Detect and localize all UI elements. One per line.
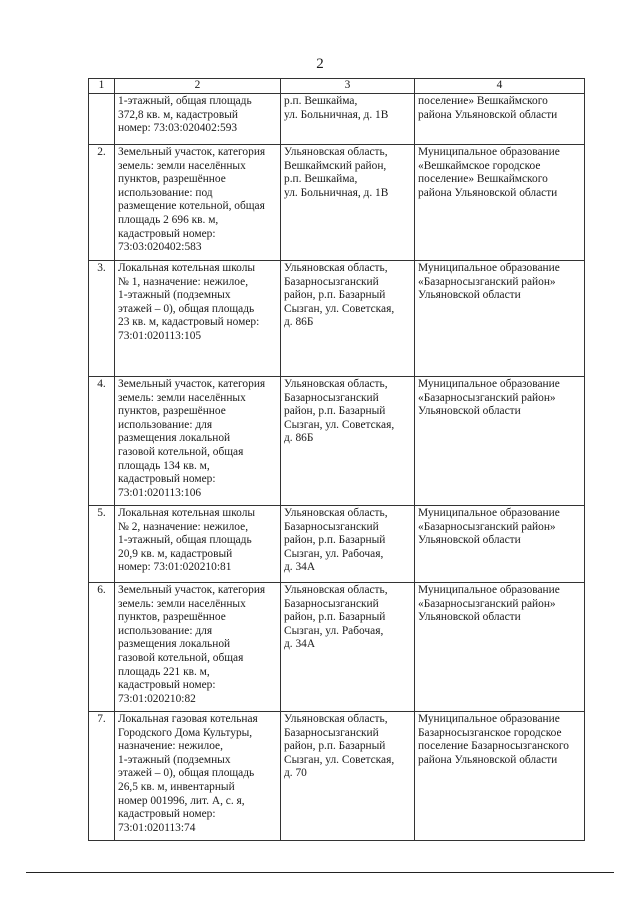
cell-text-line: Базарносызганский	[284, 275, 379, 288]
header-col-3: 3	[281, 79, 415, 94]
owner-cell	[415, 145, 585, 261]
cell-text-line: использование: под	[118, 186, 213, 199]
table-row	[89, 712, 585, 841]
cell-text-line: Базарносызганский	[284, 726, 379, 739]
cell-text-line: Ульяновская область,	[284, 507, 388, 519]
cell-text-line: 73:01:020113:106	[118, 486, 202, 499]
cell-text-line: Ульяновская область,	[284, 146, 388, 158]
cell-text-line: «Вешкаймское городское	[418, 159, 541, 172]
cell-text-line: кадастровый номер:	[118, 227, 216, 240]
cell-text-line: Сызган, ул. Советская,	[284, 753, 395, 766]
cell-text-line: поселение» Вешкаймского	[418, 95, 548, 107]
cell-text-line: газовой котельной, общая	[118, 651, 244, 664]
cell-text-line: газовой котельной, общая	[118, 445, 244, 458]
object-description-cell	[115, 506, 281, 583]
cell-text-line: район, р.п. Базарный	[284, 740, 386, 753]
cell-text-line: назначение: нежилое,	[118, 740, 223, 753]
cell-text-line: д. 70	[284, 767, 307, 780]
cell-text-line: Сызган, ул. Советская,	[284, 418, 395, 431]
header-col-2: 2	[115, 79, 281, 94]
cell-text-line: земель: земли населённых	[118, 391, 246, 404]
cell-text-line: Муниципальное образование	[418, 713, 560, 725]
cell-text-line: район, р.п. Базарный	[284, 611, 386, 624]
row-number-cell: 4.	[89, 377, 115, 506]
table-row	[89, 506, 585, 583]
cell-text-line: использование: для	[118, 418, 213, 431]
cell-text-line: Ульяновская область,	[284, 584, 388, 596]
object-description-cell	[115, 94, 281, 145]
cell-text-line: р.п. Вешкайма,	[284, 173, 358, 186]
page-number: 2	[316, 56, 324, 72]
cell-text-line: район, р.п. Базарный	[284, 289, 386, 302]
cell-text-line: д. 34А	[284, 561, 316, 574]
address-cell	[281, 712, 415, 841]
cell-text-line: 73:03:020402:583	[118, 241, 202, 254]
table-header-row	[89, 79, 585, 94]
cell-text-line: размещение котельной, общая	[118, 200, 265, 213]
cell-text-line: Ульяновская область,	[284, 713, 388, 725]
cell-text-line: Локальная котельная школы	[118, 507, 256, 519]
address-cell	[281, 94, 415, 145]
row-number-cell: 3.	[89, 261, 115, 377]
owner-cell	[415, 377, 585, 506]
cell-text-line: 372,8 кв. м, кадастровый	[118, 108, 238, 121]
cell-text-line: номер: 73:03:020402:593	[118, 122, 238, 135]
owner-cell	[415, 94, 585, 145]
cell-text-line: Муниципальное образование	[418, 584, 560, 596]
address-cell	[281, 261, 415, 377]
object-description-cell	[115, 583, 281, 712]
cell-text-line: Муниципальное образование	[418, 378, 560, 390]
footer-divider	[26, 872, 614, 873]
cell-text-line: Муниципальное образование	[418, 262, 560, 274]
cell-text-line: район, р.п. Базарный	[284, 534, 386, 547]
cell-text-line: 1-этажный, общая площадь	[118, 534, 252, 547]
table-row	[89, 261, 585, 377]
cell-text-line: 73:01:020210:82	[118, 692, 196, 705]
cell-text-line: Муниципальное образование	[418, 146, 560, 158]
cell-text-line: «Базарносызганский район»	[418, 597, 556, 610]
cell-text-line: 1-этажный (подземных	[118, 289, 231, 302]
cell-text-line: Ульяновской области	[418, 534, 521, 547]
cell-text-line: Ульяновская область,	[284, 378, 388, 390]
cell-text-line: 1-этажный (подземных	[118, 753, 231, 766]
cell-text-line: площадь 2 696 кв. м,	[118, 213, 219, 226]
row-number-cell: 2.	[89, 145, 115, 261]
cell-text-line: этажей – 0), общая площадь	[118, 767, 255, 780]
cell-text-line: Городского Дома Культуры,	[118, 726, 253, 739]
address-cell	[281, 583, 415, 712]
object-description-cell	[115, 145, 281, 261]
owner-cell	[415, 583, 585, 712]
owner-cell	[415, 506, 585, 583]
cell-text-line: Базарносызганский	[284, 520, 379, 533]
cell-text-line: Сызган, ул. Рабочая,	[284, 547, 384, 560]
cell-text-line: Базарносызганский	[284, 597, 379, 610]
cell-text-line: Сызган, ул. Советская,	[284, 302, 395, 315]
table-row	[89, 583, 585, 712]
object-description-cell	[115, 261, 281, 377]
cell-text-line: района Ульяновской области	[418, 186, 558, 199]
header-col-1: 1	[89, 79, 115, 94]
cell-text-line: р.п. Вешкайма,	[284, 95, 358, 107]
row-number-cell: 6.	[89, 583, 115, 712]
cell-text-line: района Ульяновской области	[418, 108, 558, 121]
row-number-cell: 7.	[89, 712, 115, 841]
cell-text-line: пунктов, разрешённое	[118, 611, 226, 624]
cell-text-line: района Ульяновской области	[418, 753, 558, 766]
object-description-cell	[115, 712, 281, 841]
header-col-4: 4	[415, 79, 585, 94]
cell-text-line: д. 86Б	[284, 316, 314, 329]
cell-text-line: Базарносызганский	[284, 391, 379, 404]
cell-text-line: использование: для	[118, 624, 213, 637]
cell-text-line: Земельный участок, категория	[118, 584, 266, 596]
cell-text-line: пунктов, разрешённое	[118, 173, 226, 186]
cell-text-line: площадь 221 кв. м,	[118, 665, 210, 678]
cell-text-line: номер 001996, лит. А, с. я,	[118, 794, 245, 807]
cell-text-line: размещения локальной	[118, 432, 231, 445]
cell-text-line: земель: земли населённых	[118, 597, 246, 610]
cell-text-line: земель: земли населённых	[118, 159, 246, 172]
cell-text-line: № 1, назначение: нежилое,	[118, 275, 249, 288]
cell-text-line: 23 кв. м, кадастровый номер:	[118, 316, 260, 329]
cell-text-line: 20,9 кв. м, кадастровый	[118, 547, 233, 560]
address-cell	[281, 506, 415, 583]
cell-text-line: Локальная котельная школы	[118, 262, 256, 274]
cell-text-line: Ульяновская область,	[284, 262, 388, 274]
cell-text-line: д. 34А	[284, 638, 316, 651]
cell-text-line: кадастровый номер:	[118, 679, 216, 692]
object-description-cell	[115, 377, 281, 506]
row-number-cell: 5.	[89, 506, 115, 583]
cell-text-line: Базарносызганское городское	[418, 726, 562, 739]
cell-text-line: Вешкаймский район,	[284, 159, 387, 172]
cell-text-line: ул. Больничная, д. 1В	[284, 108, 389, 121]
cell-text-line: Ульяновской области	[418, 405, 521, 418]
address-cell	[281, 377, 415, 506]
cell-text-line: Ульяновской области	[418, 611, 521, 624]
cell-text-line: «Базарносызганский район»	[418, 391, 556, 404]
property-table-body	[89, 79, 585, 841]
table-row	[89, 94, 585, 145]
cell-text-line: Муниципальное образование	[418, 507, 560, 519]
cell-text-line: Локальная газовая котельная	[118, 713, 258, 725]
cell-text-line: Сызган, ул. Рабочая,	[284, 624, 384, 637]
cell-text-line: номер: 73:01:020210:81	[118, 561, 232, 574]
cell-text-line: поселение Базарносызганского	[418, 740, 569, 753]
cell-text-line: кадастровый номер:	[118, 473, 216, 486]
cell-text-line: № 2, назначение: нежилое,	[118, 520, 249, 533]
cell-text-line: 26,5 кв. м, инвентарный	[118, 780, 235, 793]
cell-text-line: этажей – 0), общая площадь	[118, 302, 255, 315]
cell-text-line: размещения локальной	[118, 638, 231, 651]
table-row	[89, 145, 585, 261]
table-row	[89, 377, 585, 506]
cell-text-line: «Базарносызганский район»	[418, 275, 556, 288]
cell-text-line: 73:01:020113:74	[118, 821, 196, 834]
cell-text-line: Земельный участок, категория	[118, 378, 266, 390]
property-table	[88, 78, 585, 841]
cell-text-line: площадь 134 кв. м,	[118, 459, 210, 472]
cell-text-line: 73:01:020113:105	[118, 329, 202, 342]
cell-text-line: «Базарносызганский район»	[418, 520, 556, 533]
cell-text-line: пунктов, разрешённое	[118, 405, 226, 418]
owner-cell	[415, 261, 585, 377]
cell-text-line: поселение» Вешкаймского	[418, 173, 548, 186]
cell-text-line: Ульяновской области	[418, 289, 521, 302]
address-cell	[281, 145, 415, 261]
owner-cell	[415, 712, 585, 841]
cell-text-line: Земельный участок, категория	[118, 146, 266, 158]
cell-text-line: д. 86Б	[284, 432, 314, 445]
row-number-cell	[89, 94, 115, 145]
cell-text-line: 1-этажный, общая площадь	[118, 95, 252, 107]
cell-text-line: ул. Больничная, д. 1В	[284, 186, 389, 199]
cell-text-line: район, р.п. Базарный	[284, 405, 386, 418]
cell-text-line: кадастровый номер:	[118, 808, 216, 821]
